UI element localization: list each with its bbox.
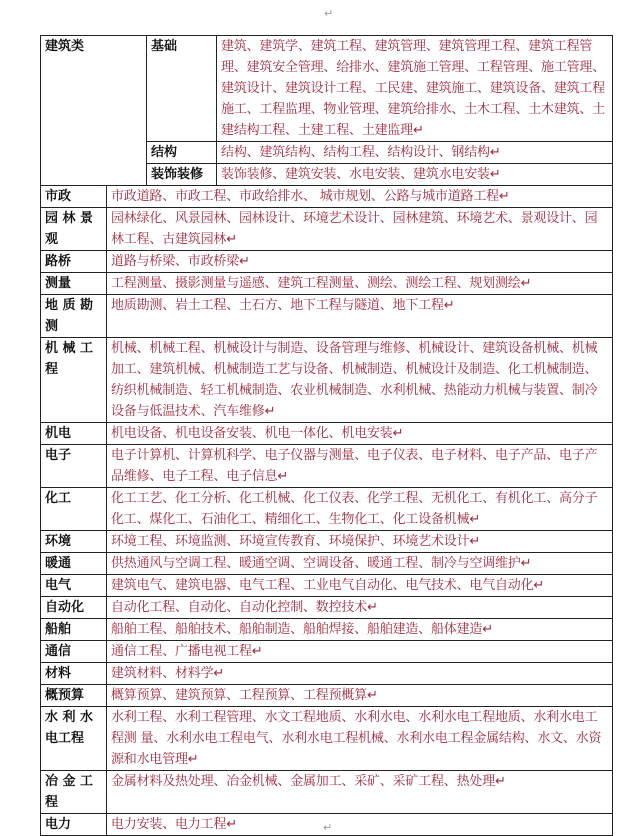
category-name: 船舶: [41, 619, 107, 641]
category-majors: 市政道路、市政工程、市政给排水、 城市规划、公路与城市道路工程↵: [107, 186, 613, 208]
category-majors: 道路与桥梁、市政桥梁↵: [107, 251, 613, 273]
majors-base: 建筑、建筑学、建筑工程、建筑管理、建筑管理工程、建筑工程管理、建筑安全管理、给排水、建筑施工管理、工程管理、施工管理、建筑设计、建筑设计工程、工民建、建筑施工、建筑设备、建筑工程施工、工程监理、物业管理、建筑给排水、土木工程、土木建筑、土建结构工程、土建工程、土建监理↵: [217, 36, 613, 142]
table-row: [41, 488, 613, 531]
category-majors: 地质勘测、岩土工程、土石方、地下工程与隧道、地下工程↵: [107, 295, 613, 338]
category-construction: 建筑类: [41, 36, 147, 186]
table-row: [41, 641, 613, 663]
table-row: [41, 707, 613, 771]
table-row: [41, 685, 613, 707]
category-majors: 化工工艺、化工分析、化工机械、化工仪表、化学工程、无机化工、有机化工、高分子化工、煤化工、石油化工、精细化工、生物化工、化工设备机械↵: [107, 488, 613, 531]
paragraph-mark-top: ↵: [324, 7, 334, 20]
category-majors: 通信工程、广播电视工程↵: [107, 641, 613, 663]
category-name: 园 林 景观: [41, 208, 107, 251]
majors-decoration: 装饰装修、建筑安装、水电安装、建筑水电安装↵: [217, 164, 613, 186]
category-name: 机电: [41, 423, 107, 445]
category-name: 测量: [41, 273, 107, 295]
category-majors: 水利工程、水利工程管理、水文工程地质、水利水电、水利水电工程地质、水利水电工程测 量、水利水电工程电气、水利水电工程机械、水利水电工程金属结构、水文、水资源和水电管理↵: [107, 707, 613, 771]
category-majors: 园林绿化、风景园林、园林设计、环境艺术设计、园林建筑、环境艺术、景观设计、园林工程、古建筑园林↵: [107, 208, 613, 251]
table-row: [41, 553, 613, 575]
category-name: 水 利 水电工程: [41, 707, 107, 771]
category-name: 概预算: [41, 685, 107, 707]
table-row: [41, 619, 613, 641]
category-majors: 自动化工程、自动化、自动化控制、数控技术↵: [107, 597, 613, 619]
subcategory-decoration: 装饰装修: [147, 164, 217, 186]
category-majors: 电力安装、电力工程↵: [107, 814, 613, 836]
table-row: [41, 575, 613, 597]
table-row: [41, 208, 613, 251]
category-name: 机 械 工程: [41, 338, 107, 423]
category-name: 市政: [41, 186, 107, 208]
category-majors: 建筑材料、材料学↵: [107, 663, 613, 685]
category-majors: 概算预算、建筑预算、工程预算、工程预概算↵: [107, 685, 613, 707]
category-majors: 工程测量、摄影测量与遥感、建筑工程测量、测绘、测绘工程、规划测绘↵: [107, 273, 613, 295]
category-name: 暖通: [41, 553, 107, 575]
category-majors: 船舶工程、船舶技术、船舶制造、船舶焊接、船舶建造、船体建造↵: [107, 619, 613, 641]
category-name: 电子: [41, 445, 107, 488]
category-majors: 建筑电气、建筑电器、电气工程、工业电气自动化、电气技术、电气自动化↵: [107, 575, 613, 597]
table-row: [41, 338, 613, 423]
major-category-table: [40, 35, 613, 836]
table-row: [41, 186, 613, 208]
table-row: [41, 531, 613, 553]
category-majors: 金属材料及热处理、冶金机械、金属加工、采矿、采矿工程、热处理↵: [107, 771, 613, 814]
category-name: 冶 金 工程: [41, 771, 107, 814]
table-row: [41, 273, 613, 295]
table-row: [41, 295, 613, 338]
table-row: [41, 251, 613, 273]
table-row-construction-base: [41, 36, 613, 142]
table-row: [41, 597, 613, 619]
category-name: 化工: [41, 488, 107, 531]
paragraph-mark-bottom: ↵: [323, 821, 333, 834]
subcategory-structure: 结构: [147, 142, 217, 164]
category-name: 地 质 勘测: [41, 295, 107, 338]
category-majors: 机械、机械工程、机械设计与制造、设备管理与维修、机械设计、建筑设备机械、机械加工、建筑机械、机械制造工艺与设备、机械制造、机械设计及制造、化工机械制造、纺织机械制造、轻工机械制造、农业机械制造、水利机械、热能动力机械与装置、制冷设备与低温技术、汽车维修↵: [107, 338, 613, 423]
category-name: 材料: [41, 663, 107, 685]
category-name: 自动化: [41, 597, 107, 619]
category-name: 环境: [41, 531, 107, 553]
category-name: 电力: [41, 814, 107, 836]
category-name: 路桥: [41, 251, 107, 273]
category-majors: 机电设备、机电设备安装、机电一体化、机电安装↵: [107, 423, 613, 445]
table-row: [41, 771, 613, 814]
table-row: [41, 663, 613, 685]
category-majors: 供热通风与空调工程、暖通空调、空调设备、暖通工程、制冷与空调维护↵: [107, 553, 613, 575]
table-row: [41, 423, 613, 445]
category-name: 通信: [41, 641, 107, 663]
subcategory-base: 基础: [147, 36, 217, 142]
table-row: [41, 445, 613, 488]
category-name: 电气: [41, 575, 107, 597]
category-majors: 电子计算机、计算机科学、电子仪器与测量、电子仪表、电子材料、电子产品、电子产品维修、电子工程、电子信息↵: [107, 445, 613, 488]
category-majors: 环境工程、环境监测、环境宣传教育、环境保护、环境艺术设计↵: [107, 531, 613, 553]
majors-structure: 结构、建筑结构、结构工程、结构设计、钢结构↵: [217, 142, 613, 164]
